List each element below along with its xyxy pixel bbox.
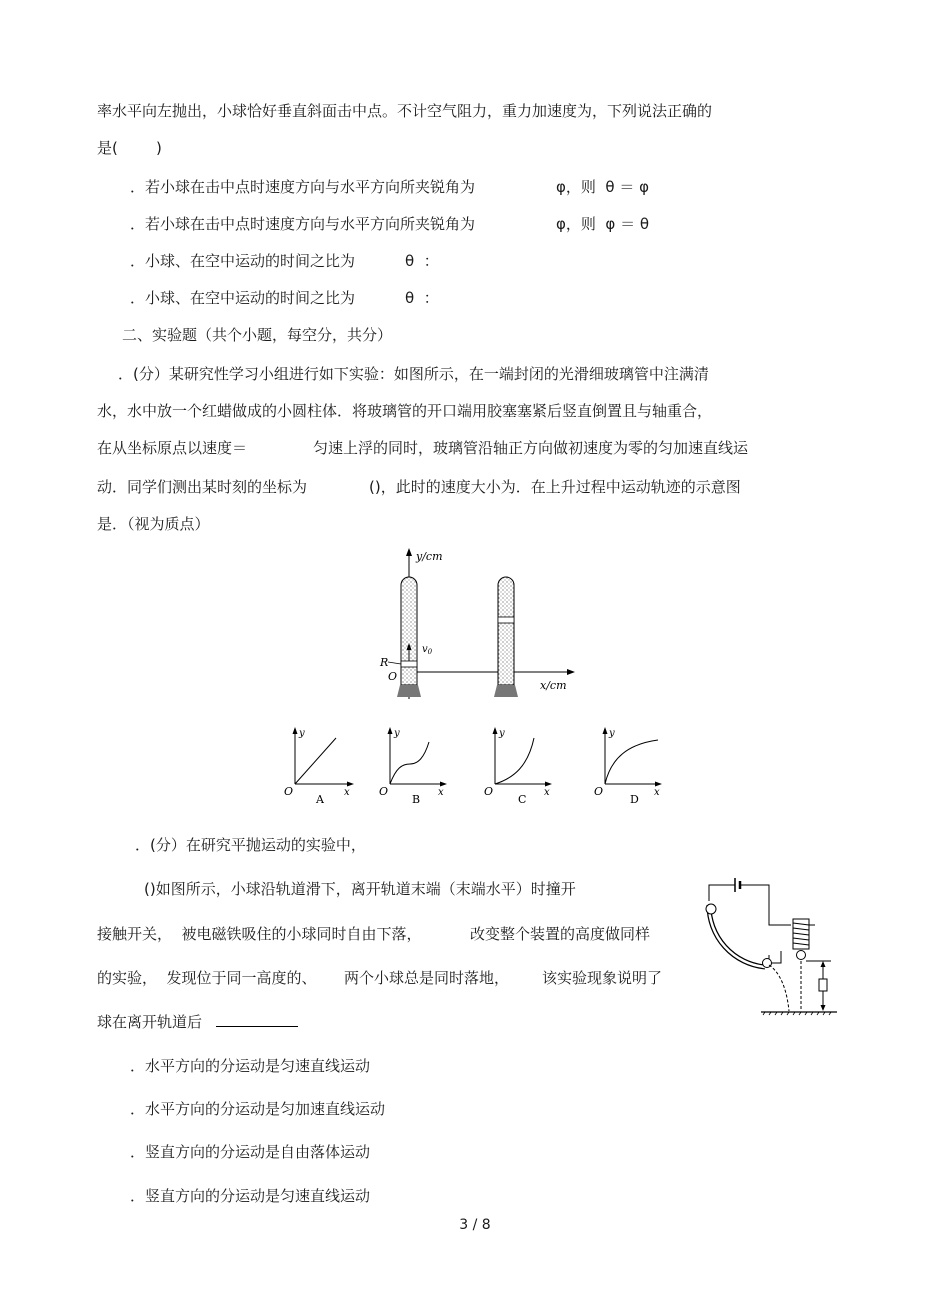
graph-b [379, 727, 447, 806]
graph-b-origin: O [379, 785, 389, 798]
question2-line2: ()如图所示，小球沿轨道滑下，离开轨道末端（末端水平）时撞开 [144, 880, 576, 898]
label-r: R [380, 656, 389, 669]
option-a-formula: φ，则 θ ＝ φ [556, 178, 650, 196]
question1-line3a: 在从坐标原点以速度＝ [97, 439, 248, 457]
answer-b: ．水平方向的分运动是匀加速直线运动 [130, 1100, 386, 1118]
red-wax-block-right [498, 617, 514, 623]
question2-line1: ．(分）在研究平抛运动的实验中， [135, 836, 366, 854]
question1-line4b: ()，此时的速度大小为．在上升过程中运动轨迹的示意图 [369, 478, 741, 496]
graph-c [484, 727, 552, 806]
answer-c: ．竖直方向的分运动是自由落体运动 [130, 1143, 371, 1161]
graph-d [594, 727, 662, 806]
label-v0: $v_0$ [422, 644, 433, 656]
trajectory-options-figure [278, 718, 668, 810]
graph-c-origin: O [484, 785, 494, 798]
apparatus-figure [695, 875, 840, 1020]
option-b: ．若小球在击中点时速度方向与水平方向所夹锐角为 [130, 215, 476, 233]
question1-line1: ．(分）某研究性学习小组进行如下实验：如图所示，在一端封闭的光滑细玻璃管中注满清 [118, 365, 709, 383]
graph-a-x: x [344, 787, 350, 798]
y-axis-label: y/cm [416, 550, 443, 563]
ball-b [797, 951, 806, 960]
graph-a-y: y [299, 728, 305, 739]
question1-line3b: 匀速上浮的同时，玻璃管沿轴正方向做初速度为零的匀加速直线运 [313, 439, 749, 457]
option-a: ．若小球在击中点时速度方向与水平方向所夹锐角为 [130, 178, 476, 196]
graph-c-y: y [499, 728, 505, 739]
question2-line4b: 两个小球总是同时落地， [344, 969, 510, 987]
graph-c-x: x [544, 787, 550, 798]
ball-on-track [706, 904, 716, 914]
graph-d-origin: O [594, 785, 604, 798]
glass-tube-left [401, 577, 417, 685]
question1-line4a: 动．同学们测出某时刻的坐标为 [97, 478, 308, 496]
graph-d-y: y [609, 728, 615, 739]
graph-c-label: C [518, 793, 527, 806]
glass-tube-right [498, 577, 514, 685]
height-marker [819, 979, 827, 991]
text-line-2: 是( ) [97, 139, 162, 157]
question1-line2: 水，水中放一个红蜡做成的小圆柱体．将玻璃管的开口端用胶塞塞紧后竖直倒置且与轴重合， [97, 402, 713, 420]
graph-d-label: D [630, 793, 639, 806]
option-d-formula: θ ： [405, 289, 439, 307]
option-c: ．小球、在空中运动的时间之比为 [130, 252, 356, 270]
answer-a: ．水平方向的分运动是匀速直线运动 [130, 1057, 371, 1075]
question2-line3b: 改变整个装置的高度做同样 [470, 925, 651, 943]
graph-b-x: x [438, 787, 444, 798]
option-c-formula: θ ： [405, 252, 439, 270]
section-heading: 二、实验题（共个小题，每空分，共分） [122, 326, 393, 344]
question2-line4a: 的实验， 发现位于同一高度的、 [97, 969, 317, 987]
graph-d-x: x [654, 787, 660, 798]
graph-a-origin: O [284, 785, 294, 798]
option-b-formula: φ，则 φ ＝ θ [556, 215, 650, 233]
x-axis-label: x/cm [540, 679, 567, 692]
rubber-stopper-right [494, 685, 518, 697]
option-d: ．小球、在空中运动的时间之比为 [130, 289, 356, 307]
question2-line4c: 该实验现象说明了 [542, 969, 663, 987]
rubber-stopper-left [397, 685, 421, 697]
question2-line3a: 接触开关， 被电磁铁吸住的小球同时自由下落， [97, 925, 422, 943]
question1-line5: 是．（视为质点） [97, 515, 210, 533]
question2-line5: 球在离开轨道后 [97, 1012, 298, 1032]
answer-d: ．竖直方向的分运动是匀速直线运动 [130, 1187, 371, 1205]
graph-b-label: B [412, 793, 421, 806]
text-line-1: 率水平向左抛出，小球恰好垂直斜面击中点。不计空气阻力，重力加速度为，下列说法正确的 [97, 102, 713, 120]
graph-a [284, 727, 354, 806]
answer-blank[interactable] [216, 1012, 298, 1027]
page-number: 3 / 8 [459, 1217, 491, 1233]
graph-b-y: y [394, 728, 400, 739]
projectile-trajectory [769, 965, 789, 1011]
label-o: O [388, 670, 398, 683]
graph-a-label: A [316, 793, 324, 806]
red-wax-block-left [401, 661, 417, 667]
tube-figure [370, 545, 580, 703]
